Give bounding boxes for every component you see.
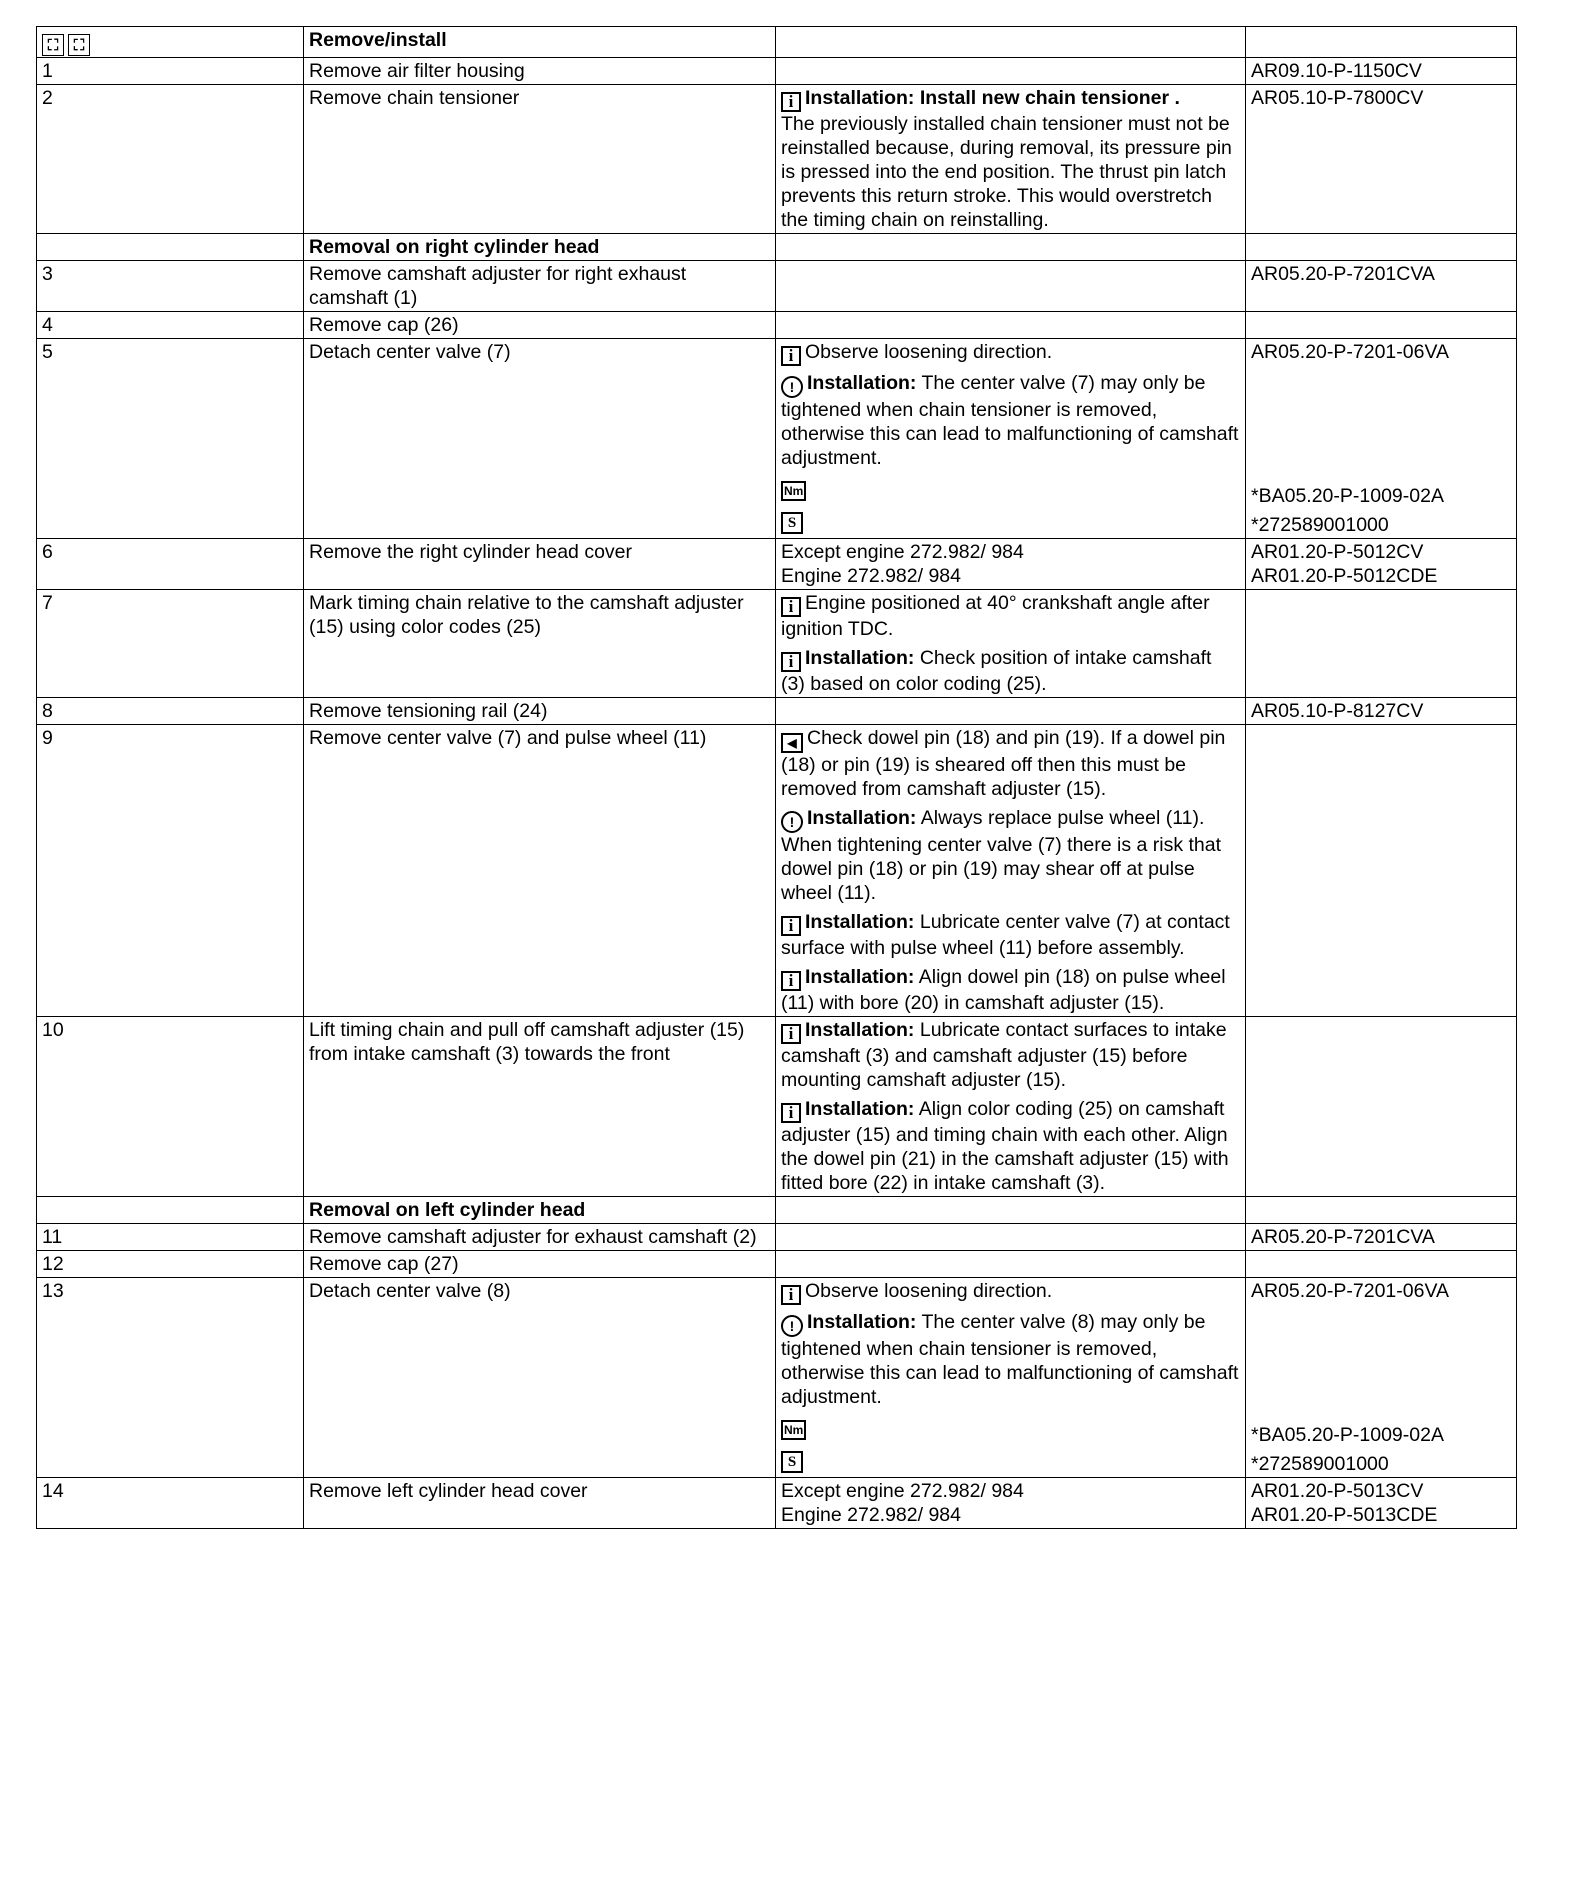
step-reference-link[interactable]: AR01.20-P-5013CDE — [1251, 1504, 1438, 1526]
table-row — [37, 339, 1517, 539]
info-icon: i — [781, 652, 801, 672]
step-reference-link[interactable]: AR01.20-P-5012CDE — [1251, 565, 1438, 587]
step-references — [1246, 1478, 1517, 1529]
step-notes: i Installation: Install new chain tensioner . The previously installed chain tensioner must not be reinstalled because, during removal, its pressure pin is pressed into the end position. The thrust pin latch prevents this return stroke. This would overstretch the timing chain on reinstalling. — [776, 85, 1246, 234]
step-task: Detach center valve (8) — [304, 1278, 776, 1478]
step-task: Detach center valve (7) — [304, 339, 776, 539]
step-task: Remove air filter housing — [304, 58, 776, 85]
step-notes: ◀ Check dowel pin (18) and pin (19). If a dowel pin (18) or pin (19) is sheared off then this must be removed from camshaft adjuster (15). ! Installation: Always replace pulse wheel (11). When tightening center valve (7) there is a risk that dowel pin (18) or pin (19) may shear off at pulse wheel (11). i Installation: Lubricate center valve (7) at contact surface with pulse wheel (11) before assembly. i Installation: Align dowel pin (18) on pulse wheel (11) with bore (20) in camshaft adjuster (15). — [776, 725, 1246, 1017]
table-row — [37, 58, 1517, 85]
step-conditions: Except engine 272.982/ 984 Engine 272.982/ 984 — [776, 539, 1246, 590]
step-reference-link[interactable]: AR05.20-P-7201CVA — [1246, 1224, 1517, 1251]
step-number: 2 — [37, 85, 304, 234]
header-icons-cell — [37, 27, 304, 58]
procedure-table — [36, 26, 1517, 1529]
info-icon: i — [781, 1103, 801, 1123]
step-task: Remove the right cylinder head cover — [304, 539, 776, 590]
step-task: Remove cap (27) — [304, 1251, 776, 1278]
special-tool-icon: S — [781, 1451, 803, 1473]
table-header-row — [37, 27, 1517, 58]
step-number: 8 — [37, 698, 304, 725]
check-icon: ◀ — [781, 733, 803, 753]
tool-reference-link[interactable]: *272589001000 — [1251, 1453, 1389, 1475]
step-notes: i Observe loosening direction. ! Installation: The center valve (8) may only be tightened when chain tensioner is removed, otherwise this can lead to malfunctioning of camshaft adjustment. Nm S — [776, 1278, 1246, 1478]
step-conditions: Except engine 272.982/ 984 Engine 272.982/ 984 — [776, 1478, 1246, 1529]
torque-reference-link[interactable]: *BA05.20-P-1009-02A — [1251, 1424, 1444, 1446]
info-icon: i — [781, 346, 801, 366]
step-reference-link[interactable]: AR05.10-P-8127CV — [1246, 698, 1517, 725]
step-reference-link[interactable]: AR05.20-P-7201-06VA — [1251, 341, 1450, 363]
step-notes: i Installation: Lubricate contact surfaces to intake camshaft (3) and camshaft adjuster (15) before mounting camshaft adjuster (15). i Installation: Align color coding (25) on camshaft adjuster (15) and timing chain with each other. Align the dowel pin (21) in the camshaft adjuster (15) with fitted bore (22) in intake camshaft (3). — [776, 1017, 1246, 1197]
step-number: 13 — [37, 1278, 304, 1478]
collapse-icon[interactable]: ⛶ — [68, 34, 90, 56]
special-tool-icon: S — [781, 512, 803, 534]
table-row — [37, 539, 1517, 590]
step-reference-link[interactable]: AR05.20-P-7201CVA — [1246, 261, 1517, 312]
torque-icon: Nm — [781, 1420, 806, 1440]
table-row — [37, 1251, 1517, 1278]
step-task: Remove camshaft adjuster for exhaust camshaft (2) — [304, 1224, 776, 1251]
torque-reference-link[interactable]: *BA05.20-P-1009-02A — [1251, 485, 1444, 507]
step-task: Remove center valve (7) and pulse wheel (11) — [304, 725, 776, 1017]
step-number: 14 — [37, 1478, 304, 1529]
table-row — [37, 85, 1517, 234]
table-row — [37, 1017, 1517, 1197]
step-references — [1246, 339, 1517, 539]
info-icon: i — [781, 1285, 801, 1305]
step-notes: i Observe loosening direction. ! Installation: The center valve (7) may only be tightened when chain tensioner is removed, otherwise this can lead to malfunctioning of camshaft adjustment. Nm S — [776, 339, 1246, 539]
section-row — [37, 1197, 1517, 1224]
warning-icon: ! — [781, 376, 803, 398]
step-task: Remove cap (26) — [304, 312, 776, 339]
step-task: Mark timing chain relative to the camshaft adjuster (15) using color codes (25) — [304, 590, 776, 698]
step-number: 9 — [37, 725, 304, 1017]
table-row — [37, 725, 1517, 1017]
step-number: 6 — [37, 539, 304, 590]
section-title: Removal on right cylinder head — [304, 234, 776, 261]
step-reference-link[interactable]: AR09.10-P-1150CV — [1246, 58, 1517, 85]
step-number: 10 — [37, 1017, 304, 1197]
info-icon: i — [781, 971, 801, 991]
step-number: 4 — [37, 312, 304, 339]
table-row — [37, 1278, 1517, 1478]
step-references — [1246, 1278, 1517, 1478]
info-icon: i — [781, 597, 801, 617]
table-row — [37, 698, 1517, 725]
step-number: 3 — [37, 261, 304, 312]
section-title: Removal on left cylinder head — [304, 1197, 776, 1224]
step-number: 1 — [37, 58, 304, 85]
table-row — [37, 261, 1517, 312]
step-references — [1246, 539, 1517, 590]
torque-icon: Nm — [781, 481, 806, 501]
step-number: 12 — [37, 1251, 304, 1278]
info-icon: i — [781, 1024, 801, 1044]
step-task: Remove camshaft adjuster for right exhaust camshaft (1) — [304, 261, 776, 312]
step-task: Lift timing chain and pull off camshaft adjuster (15) from intake camshaft (3) towards the front — [304, 1017, 776, 1197]
table-row — [37, 1478, 1517, 1529]
expand-icon[interactable]: ⛶ — [42, 34, 64, 56]
info-icon: i — [781, 92, 801, 112]
section-row — [37, 234, 1517, 261]
table-row — [37, 312, 1517, 339]
header-title: Remove/install — [304, 27, 776, 58]
table-row — [37, 1224, 1517, 1251]
info-icon: i — [781, 916, 801, 936]
warning-icon: ! — [781, 1315, 803, 1337]
table-row — [37, 590, 1517, 698]
step-task: Remove tensioning rail (24) — [304, 698, 776, 725]
tool-reference-link[interactable]: *272589001000 — [1251, 514, 1389, 536]
step-notes: i Engine positioned at 40° crankshaft angle after ignition TDC. i Installation: Check position of intake camshaft (3) based on color coding (25). — [776, 590, 1246, 698]
warning-icon: ! — [781, 811, 803, 833]
step-task: Remove chain tensioner — [304, 85, 776, 234]
step-number: 11 — [37, 1224, 304, 1251]
step-number: 7 — [37, 590, 304, 698]
step-task: Remove left cylinder head cover — [304, 1478, 776, 1529]
step-number: 5 — [37, 339, 304, 539]
step-reference-link[interactable]: AR01.20-P-5012CV — [1251, 541, 1424, 563]
step-reference-link[interactable]: AR05.20-P-7201-06VA — [1251, 1280, 1450, 1302]
step-reference-link[interactable]: AR01.20-P-5013CV — [1251, 1480, 1424, 1502]
step-reference-link[interactable]: AR05.10-P-7800CV — [1246, 85, 1517, 234]
